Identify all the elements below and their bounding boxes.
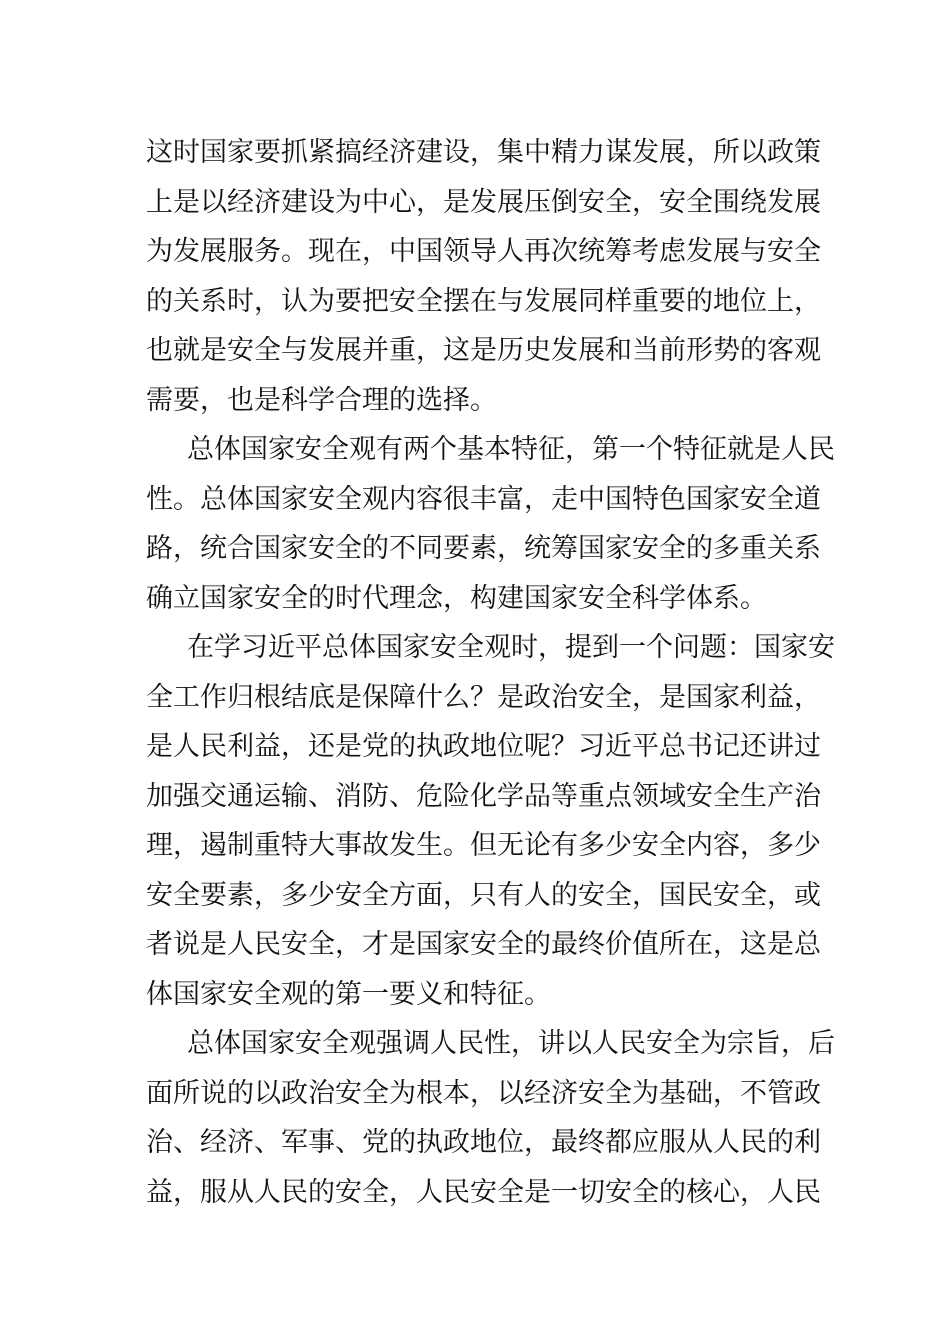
paragraph-line: 面所说的以政治安全为根本，以经济安全为基础，不管政 bbox=[146, 1077, 821, 1109]
paragraph-3 bbox=[146, 623, 835, 1019]
paragraph-line: 治、经济、军事、党的执政地位，最终都应服从人民的利 bbox=[146, 1127, 821, 1158]
document-body bbox=[146, 128, 835, 1217]
paragraph-line: 总体国家安全观有两个基本特征，第一个特征就是人民 bbox=[187, 434, 835, 465]
paragraph-line: 安全要素，多少安全方面，只有人的安全，国民安全，或 bbox=[146, 879, 821, 911]
paragraph-line: 确立国家安全的时代理念，构建国家安全科学体系。 bbox=[146, 582, 767, 614]
paragraph-line: 总体国家安全观强调人民性，讲以人民安全为宗旨，后 bbox=[187, 1028, 835, 1059]
paragraph-line: 上是以经济建设为中心，是发展压倒安全，安全围绕发展 bbox=[146, 186, 821, 218]
paragraph-2 bbox=[146, 425, 835, 623]
paragraph-line: 的关系时，认为要把安全摆在与发展同样重要的地位上， bbox=[146, 285, 821, 317]
paragraph-line: 全工作归根结底是保障什么？是政治安全，是国家利益， bbox=[146, 681, 821, 713]
paragraph-line: 是人民利益，还是党的执政地位呢？习近平总书记还讲过 bbox=[146, 731, 821, 762]
paragraph-line: 性。总体国家安全观内容很丰富，走中国特色国家安全道 bbox=[146, 483, 821, 515]
paragraph-line: 加强交通运输、消防、危险化学品等重点领域安全生产治 bbox=[146, 780, 821, 812]
paragraph-line: 这时国家要抓紧搞经济建设，集中精力谋发展，所以政策 bbox=[146, 137, 821, 168]
paragraph-4 bbox=[146, 1019, 835, 1217]
paragraph-line: 理，遏制重特大事故发生。但无论有多少安全内容，多少 bbox=[146, 830, 821, 861]
paragraph-line: 者说是人民安全，才是国家安全的最终价值所在，这是总 bbox=[146, 929, 821, 960]
paragraph-1 bbox=[146, 128, 821, 425]
paragraph-line: 也就是安全与发展并重，这是历史发展和当前形势的客观 bbox=[146, 335, 821, 366]
paragraph-line: 在学习近平总体国家安全观时，提到一个问题：国家安 bbox=[187, 632, 835, 663]
paragraph-line: 路，统合国家安全的不同要素，统筹国家安全的多重关系 bbox=[146, 533, 821, 564]
paragraph-line: 为发展服务。现在，中国领导人再次统筹考虑发展与安全 bbox=[146, 236, 821, 267]
paragraph-line: 益，服从人民的安全，人民安全是一切安全的核心，人民 bbox=[146, 1176, 821, 1208]
paragraph-line: 体国家安全观的第一要义和特征。 bbox=[146, 978, 551, 1010]
paragraph-line: 需要，也是科学合理的选择。 bbox=[146, 384, 497, 416]
